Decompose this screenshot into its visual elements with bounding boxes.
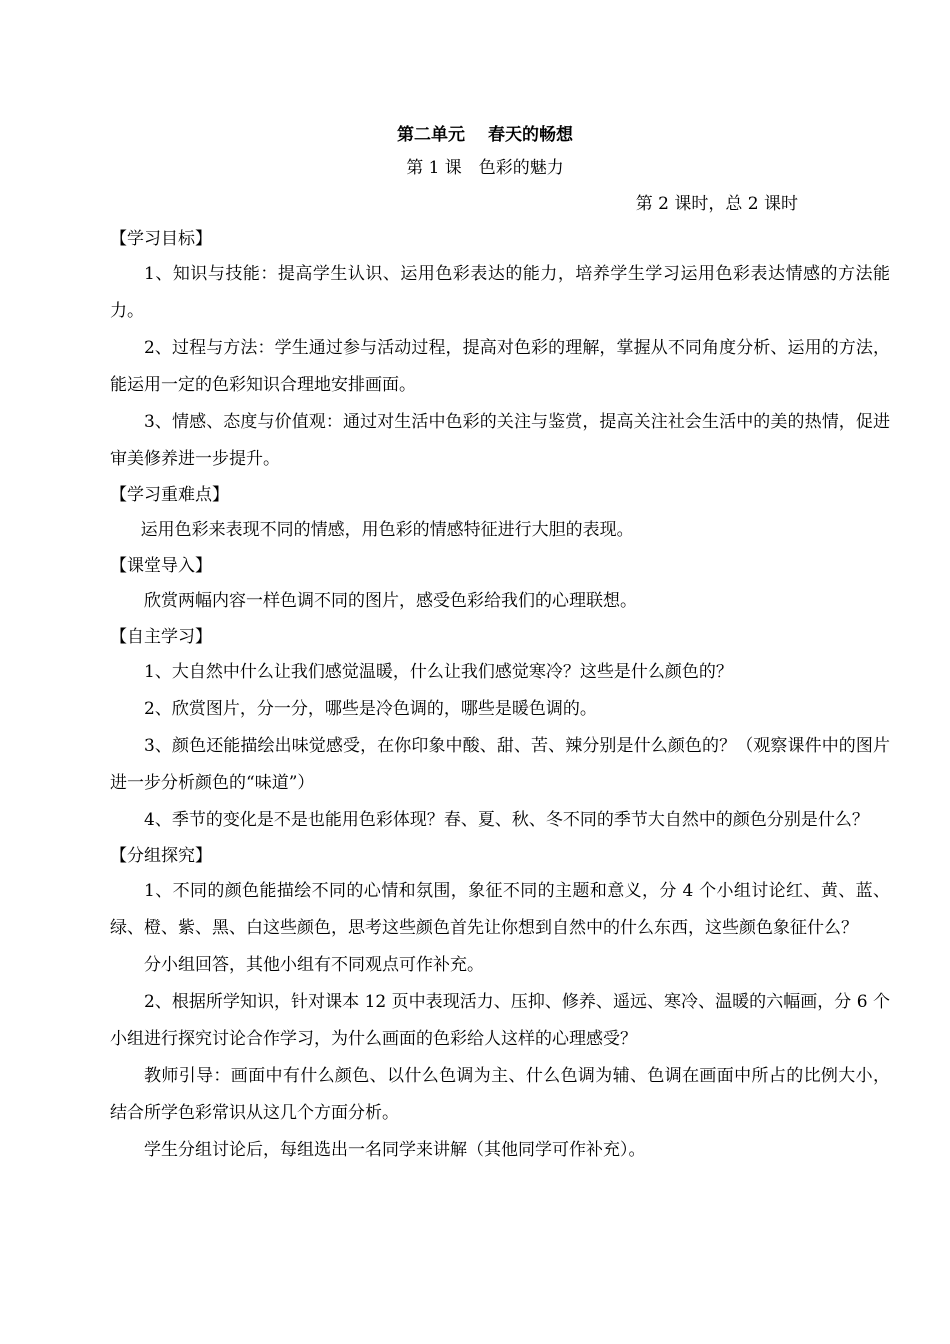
intro-heading: 【课堂导入】 bbox=[110, 556, 212, 576]
unit-title: 第二单元 春天的畅想 bbox=[397, 125, 573, 145]
self-study-item: 1、大自然中什么让我们感觉温暖，什么让我们感觉寒冷？这些是什么颜色的？ bbox=[144, 662, 733, 682]
document-body bbox=[110, 120, 890, 1169]
intro-text: 欣赏两幅内容一样色调不同的图片，感受色彩给我们的心理联想。 bbox=[144, 591, 637, 611]
self-study-item: 4、季节的变化是不是也能用色彩体现？春、夏、秋、冬不同的季节大自然中的颜色分别是什么？ bbox=[144, 810, 869, 830]
lesson-title: 第 1 课 色彩的魅力 bbox=[406, 158, 564, 178]
objectives-heading: 【学习目标】 bbox=[110, 229, 212, 249]
group-study-heading: 【分组探究】 bbox=[110, 846, 212, 866]
group-study-item: 2、根据所学知识，针对课本 12 页中表现活力、压抑、修养、遥远、寒冷、温暖的六幅画，分 6 个小组进行探究讨论合作学习，为什么画面的色彩给人这样的心理感受？ bbox=[110, 992, 890, 1049]
self-study-item: 3、颜色还能描绘出味觉感受，在你印象中酸、甜、苦、辣分别是什么颜色的？（观察课件中的图片进一步分析颜色的“味道”） bbox=[110, 736, 890, 793]
group-study-item: 分小组回答，其他小组有不同观点可作补充。 bbox=[144, 955, 484, 975]
objective-item: 2、过程与方法：学生通过参与活动过程，提高对色彩的理解，掌握从不同角度分析、运用的方法，能运用一定的色彩知识合理地安排画面。 bbox=[110, 338, 890, 395]
group-study-item: 1、不同的颜色能描绘不同的心情和氛围，象征不同的主题和意义，分 4 个小组讨论红、黄、蓝、绿、橙、紫、黑、白这些颜色，思考这些颜色首先让你想到自然中的什么东西，这些颜色象征什么？ bbox=[110, 881, 890, 938]
group-study-item: 学生分组讨论后，每组选出一名同学来讲解（其他同学可作补充）。 bbox=[144, 1140, 646, 1160]
self-study-heading: 【自主学习】 bbox=[110, 627, 212, 647]
objective-item: 3、情感、态度与价值观：通过对生活中色彩的关注与鉴赏，提高关注社会生活中的美的热情，促进审美修养进一步提升。 bbox=[110, 412, 890, 469]
key-points-heading: 【学习重难点】 bbox=[110, 485, 229, 505]
period-info: 第 2 课时，总 2 课时 bbox=[635, 194, 798, 214]
objective-item: 1、知识与技能：提高学生认识、运用色彩表达的能力，培养学生学习运用色彩表达情感的方法能力。 bbox=[110, 264, 890, 321]
self-study-item: 2、欣赏图片，分一分，哪些是冷色调的，哪些是暖色调的。 bbox=[144, 699, 597, 719]
key-points-text: 运用色彩来表现不同的情感，用色彩的情感特征进行大胆的表现。 bbox=[140, 520, 634, 540]
group-study-item: 教师引导：画面中有什么颜色、以什么色调为主、什么色调为辅、色调在画面中所占的比例大小，结合所学色彩常识从这几个方面分析。 bbox=[110, 1066, 890, 1123]
